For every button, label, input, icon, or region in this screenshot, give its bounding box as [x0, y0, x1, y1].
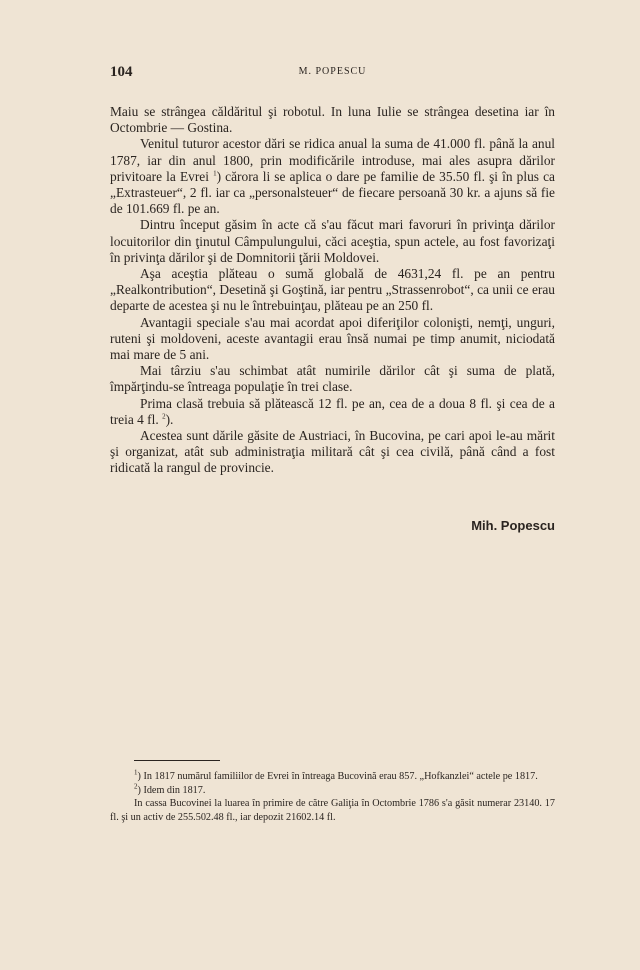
- paragraph-5: [110, 315, 555, 364]
- page-header: [110, 64, 555, 84]
- paragraph-4-text: Aşa aceştia plăteau o sumă globală de 4631,24 fl. pe an pentru „Realkontribution“, Desetină şi Goştină, iar pentru „Strassenrobot“, ca unii ce erau departe de acestea şi nu le întrebuinţau, plăteau pe an 250 fl.: [110, 266, 555, 314]
- footnote-1-text: ) In 1817 numărul familiilor de Evrei în întreaga Bucovină erau 857. „Hofkanzlei“ actele pe 1817.: [137, 771, 538, 782]
- footnotes: [110, 770, 555, 824]
- paragraph-6-text: Mai târziu s'au schimbat atât numirile dărilor cât şi suma de plată, împărţindu-se întreaga populaţie în trei clase.: [110, 363, 555, 395]
- paragraph-6: [110, 363, 555, 395]
- paragraph-7: [110, 396, 555, 428]
- paragraph-3: [110, 217, 555, 266]
- body-text: [110, 104, 555, 477]
- paragraph-1: [110, 104, 555, 136]
- paragraph-2-text-b: ) cărora li se aplica o dare pe familie de 35.50 fl. şi în plus ca „Extrasteuer“, 2 fl. iar ca „personalsteuer“ de fiecare persoană 30 kr. a ajuns să fie de 101.669 fl. pe an.: [110, 168, 555, 217]
- paragraph-3-text: Dintru început găsim în acte că s'au făcut mari favoruri în privinţa dărilor locuitorilor din ţinutul Câmpulungului, căci aceştia, spun actele, au fost favorizaţi în privinţa dărilor şi de Domnitorii ţării Moldovei.: [110, 217, 555, 265]
- paragraph-7-text-b: ).: [165, 411, 174, 427]
- footnote-1-marker: 1: [134, 768, 138, 777]
- paragraph-7-text-a: Prima clasă trebuia să plătească 12 fl. pe an, cea de a doua 8 fl. şi cea de a treia 4 fl.: [110, 395, 555, 427]
- footnote-3-text: In cassa Bucovinei la luarea în primire de către Galiţia în Octombrie 1786 s'a găsit numerar 23140. 17 fl. şi un activ de 255.502.48 fl., iar depozit 21602.14 fl.: [110, 798, 555, 823]
- paragraph-2-text-a: Venitul tuturor acestor dări se ridica anual la suma de 41.000 fl. până la anul 1787, iar din anul 1800, prin modificările introduse, mai ales asupra dărilor privitoare la Evrei: [110, 136, 555, 184]
- footnote-ref-1: 1: [213, 169, 217, 178]
- paragraph-8: [110, 428, 555, 477]
- footnote-2-marker: 2: [134, 782, 138, 791]
- footnote-divider: [134, 760, 220, 761]
- author-signature: Mih. Popescu: [471, 518, 555, 533]
- paragraph-8-text: Acestea sunt dările găsite de Austriaci, în Bucovina, pe cari apoi le-au mărit şi organizat, atât sub administraţia militară cât şi cea civilă, până când a fost ridicată la rangul de provincie.: [110, 428, 555, 476]
- paragraph-4: [110, 266, 555, 315]
- paragraph-1-text: Maiu se strângea căldăritul şi robotul. In luna Iulie se strângea desetina iar în Octombrie — Gostina.: [110, 104, 555, 136]
- footnote-2: [110, 784, 555, 798]
- page-number: 104: [110, 64, 133, 80]
- running-head: M. POPESCU: [298, 66, 367, 77]
- footnote-ref-2: 2: [162, 412, 166, 421]
- paragraph-5-text: Avantagii speciale s'au mai acordat apoi diferiţilor colonişti, nemţi, unguri, ruteni şi moldoveni, aceste avantagii erau însă numai pe timp anumit, niciodată mai mare de 5 ani.: [110, 314, 555, 363]
- footnote-1: [110, 770, 555, 784]
- paragraph-2: [110, 136, 555, 217]
- footnote-3: [110, 797, 555, 824]
- footnote-2-text: ) Idem din 1817.: [137, 784, 206, 796]
